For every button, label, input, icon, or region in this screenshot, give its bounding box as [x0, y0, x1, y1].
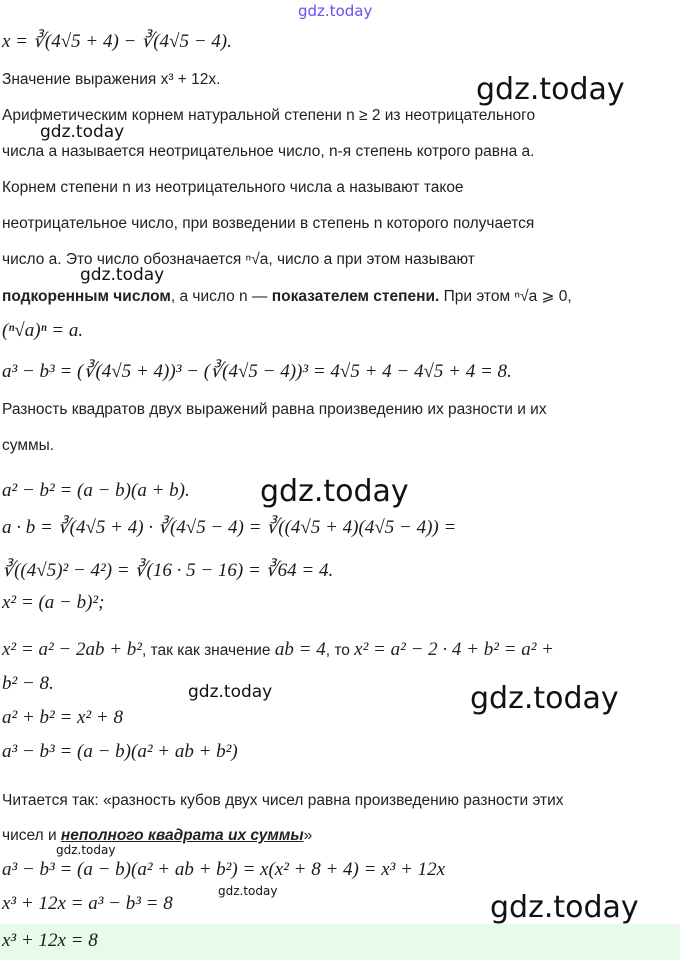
watermark: gdz.today	[476, 72, 625, 107]
text-fragment: »	[303, 827, 313, 844]
watermark: gdz.today	[470, 681, 619, 716]
equation-line: x = ∛(4√5 + 4) − ∛(4√5 − 4).	[2, 31, 232, 52]
math-fragment: ab = 4	[274, 639, 326, 660]
text-fragment: , так как значение	[142, 642, 275, 659]
math-fragment: x² = a² − 2 · 4 + b² = a² +	[354, 639, 554, 660]
equation-line: a³ − b³ = (a − b)(a² + ab + b²) = x(x² + 8 + 4) = x³ + 12x	[2, 859, 446, 880]
equation-line: a² − b² = (a − b)(a + b).	[2, 480, 190, 501]
math-fragment: x² = a² − 2ab + b²	[2, 639, 142, 660]
equation-line: b² − 8.	[2, 673, 54, 694]
watermark: gdz.today	[188, 682, 273, 702]
equation-line: x³ + 12x = a³ − b³ = 8	[2, 893, 173, 914]
text-line: Арифметическим корнем натуральной степени n ≥ 2 из неотрицательного	[2, 107, 536, 124]
watermark: gdz.today	[56, 843, 116, 857]
text-line	[2, 639, 676, 661]
text-fragment: , то	[325, 642, 355, 659]
text-fragment: чисел и	[2, 827, 61, 844]
equation-line: a³ − b³ = (a − b)(a² + ab + b²)	[2, 741, 238, 762]
text-line	[2, 827, 676, 845]
equation-line: a · b = ∛(4√5 + 4) · ∛(4√5 − 4) = ∛((4√5 + 4)(4√5 − 4)) =	[2, 517, 457, 538]
answer-line: x³ + 12x = 8	[2, 930, 98, 951]
equation-line: (ⁿ√a)ⁿ = a.	[2, 320, 84, 341]
text-line: Читается так: «разность кубов двух чисел равна произведению разности этих	[2, 792, 564, 809]
text-line: неотрицательное число, при возведении в степень n которого получается	[2, 215, 535, 232]
bold-term: подкоренным числом	[2, 288, 171, 305]
text-line: суммы.	[2, 437, 55, 454]
text-line: Разность квадратов двух выражений равна произведению их разности и их	[2, 401, 547, 418]
watermark: gdz.today	[218, 884, 278, 898]
watermark: gdz.today	[298, 2, 373, 20]
text-fragment: При этом ⁿ√a ⩾ 0,	[439, 288, 572, 305]
equation-line: a³ − b³ = (∛(4√5 + 4))³ − (∛(4√5 − 4))³ = 4√5 + 4 − 4√5 + 4 = 8.	[2, 361, 512, 382]
text-line: Корнем степени n из неотрицательного числа a называют такое	[2, 179, 464, 196]
bold-term: показателем степени.	[271, 288, 440, 305]
watermark: gdz.today	[40, 122, 125, 142]
watermark: gdz.today	[80, 265, 165, 285]
watermark: gdz.today	[260, 474, 409, 509]
text-line	[2, 287, 676, 306]
equation-line: ∛((4√5)² − 4²) = ∛(16 · 5 − 16) = ∛64 = 4.	[2, 560, 334, 581]
text-line: число a. Это число обозначается ⁿ√a, число a при этом называют	[2, 251, 475, 268]
emphasis-term: неполного квадрата их суммы	[60, 827, 304, 844]
text-line: Значение выражения x³ + 12x.	[2, 71, 221, 88]
text-fragment: , а число n —	[170, 288, 272, 305]
watermark: gdz.today	[490, 890, 639, 925]
equation-line: a² + b² = x² + 8	[2, 707, 123, 728]
equation-line: x² = (a − b)²;	[2, 592, 105, 613]
text-line: числа a называется неотрицательное число, n-я степень котрого равна a.	[2, 143, 535, 160]
